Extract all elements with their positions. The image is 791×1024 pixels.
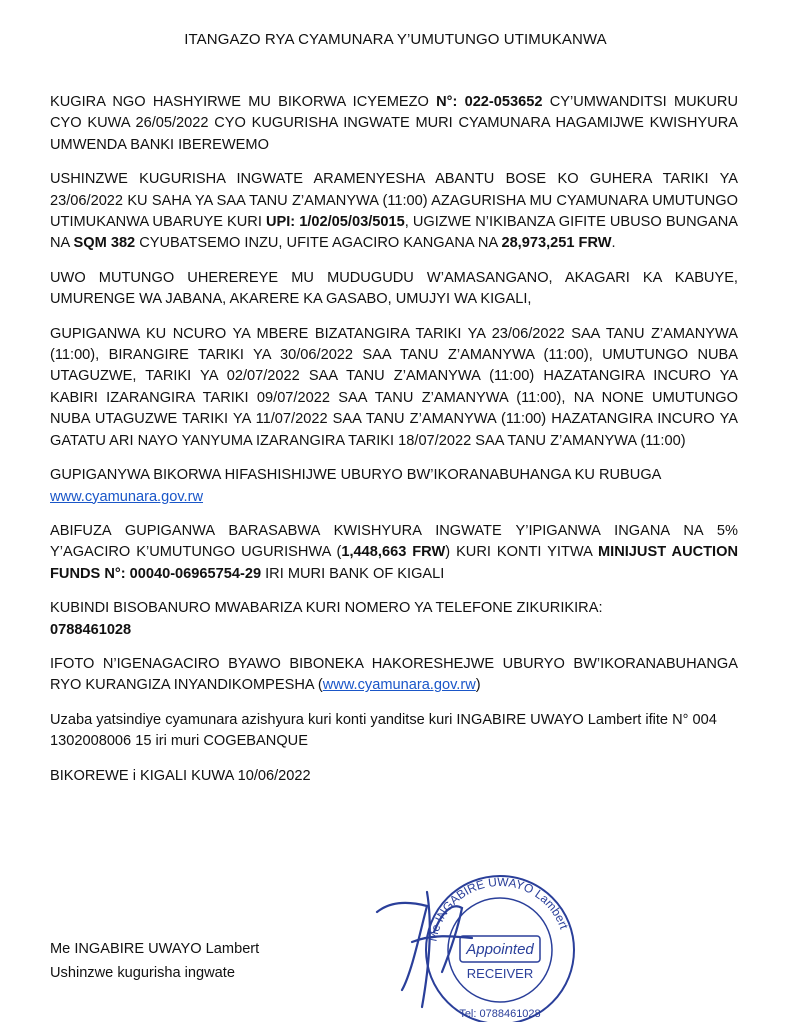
stamp-signature <box>372 872 592 1022</box>
text: , UGIZWE N’IKIBANZA GIFITE UBUSO BUNGANA NA <box>50 214 738 252</box>
signer-name: Me INGABIRE UWAYO Lambert <box>50 941 260 957</box>
decision-number: N°: 022-053652 <box>436 94 543 110</box>
website-link-2[interactable]: www.cyamunara.gov.rw <box>322 677 476 694</box>
paragraph-contact <box>50 598 738 641</box>
text: ) <box>475 677 481 694</box>
text: CY’UMWANDITSI MUKURU CYO KUWA 26/05/2022 CYO KUGURISHA INGWATE MURI CYAMUNARA HAGAMIJWE KWISHYURA UMWENDA BANKI IBEREWEMO <box>50 94 739 153</box>
property-value: 28,973,251 FRW <box>501 235 612 252</box>
text: ABIFUZA GUPIGANWA BARASABWA KWISHYURA INGWATE Y’IPIGANWA INGANA NA 5% Y’AGACIRO K’UMUTUNGO UGURISHWA ( <box>50 522 738 561</box>
deposit-amount: 1,448,663 FRW <box>341 544 446 561</box>
text: KUGIRA NGO HASHYIRWE MU BIKORWA ICYEMEZO <box>50 94 437 110</box>
paragraph-date: BIKOREWE i KIGALI KUWA 10/06/2022 <box>50 767 311 784</box>
text: ) KURI KONTI YITWA <box>445 544 598 561</box>
paragraph-website <box>50 465 738 508</box>
stamp-center-line2: RECEIVER <box>466 966 534 981</box>
text: GUPIGANYWA BIKORWA HIFASHISHIJWE UBURYO BW’IKORANABUHANGA KU RUBUGA <box>50 467 662 484</box>
stamp-center-line1: Appointed <box>466 941 534 958</box>
text: . <box>611 235 616 252</box>
upi-number: UPI: 1/02/05/03/5015 <box>265 214 405 231</box>
notice-title: ITANGAZO RYA CYAMUNARA Y’UMUTUNGO UTIMUKANWA <box>184 31 607 48</box>
text: CYUBATSEMO INZU, UFITE AGACIRO KANGANA NA <box>135 235 502 252</box>
text: IFOTO N’IGENAGACIRO BYAWO BIBONEKA HAKORESHEJWE UBURYO BW’IKORANABUHANGA RYO KURANGIZA INYANDIKOMPESHA ( <box>50 655 738 694</box>
text: USHINZWE KUGURISHA INGWATE ARAMENYESHA ABANTU BOSE KO GUHERA TARIKI YA 23/06/2022 KU SAHA YA SAA TANU Z’AMANYWA (11:00) AZAGURISHA MU CYAMUNARA UMUTUNGO UTIMUKANWA UBARUYE KURI <box>50 171 738 231</box>
paragraph-location: UWO MUTUNGO UHEREREYE MU MUDUGUDU W’AMASANGANO, AKAGARI KA KABUYE, UMURENGE WA JABANA, AKARERE KA GASABO, UMUJYI WA KIGALI, <box>50 269 738 308</box>
signature-block <box>50 937 259 985</box>
stamp-ring-text: Me INGABIRE UWAYO Lambert <box>425 874 572 943</box>
paragraph-schedule: GUPIGANWA KU NCURO YA MBERE BIZATANGIRA TARIKI YA 23/06/2022 SAA TANU Z’AMANYWA (11:00), BIRANGIRE TARIKI YA 30/06/2022 SAA TANU Z’AMANYWA (11:00), UMUTUNGO NUBA UTAGUZWE, TARIKI YA 02/07/2022 SAA TANU Z’AMANYWA (11:00) HAZATANGIRA INCURO YA KABIRI IZARANGIRA TARIKI 09/07/2022 SAA TANU Z’AMANYWA (11:00), NA NONE UMUTUNGO NUBA UTAGUZWE TARIKI YA 11/07/2022 SAA TANU Z’AMANYWA (11:00) HAZATANGIRA INCURO YA GATATU ARI NAYO YANYUMA IZARANGIRA TARIKI 18/07/2022 SAA TANU Z’AMANYWA (11:00) <box>50 325 738 449</box>
paragraph-decision <box>50 92 738 156</box>
account-details: MINIJUST AUCTION FUNDS N°: 00040-06965754-29 <box>50 544 739 582</box>
paragraph-payment: Uzaba yatsindiye cyamunara azishyura kuri konti yanditse kuri INGABIRE UWAYO Lambert ifite N° 004 1302008006 15 iri muri COGEBANQUE <box>50 711 717 750</box>
paragraph-photo <box>50 654 738 697</box>
plot-size: SQM 382 <box>73 235 136 252</box>
paragraph-deposit <box>50 521 738 585</box>
paragraph-property <box>50 169 738 255</box>
signer-role: Ushinzwe kugurisha ingwate <box>50 965 235 981</box>
text: KUBINDI BISOBANURO MWABARIZA KURI NOMERO YA TELEFONE ZIKURIKIRA: <box>50 600 603 617</box>
website-link[interactable]: www.cyamunara.gov.rw <box>50 488 204 505</box>
stamp-bottom-text: Tel: 0788461028 <box>459 1008 541 1020</box>
notice-body <box>50 92 738 800</box>
signature-scribble <box>377 892 472 1007</box>
text: IRI MURI BANK OF KIGALI <box>261 565 445 582</box>
phone-number: 0788461028 <box>50 621 132 638</box>
